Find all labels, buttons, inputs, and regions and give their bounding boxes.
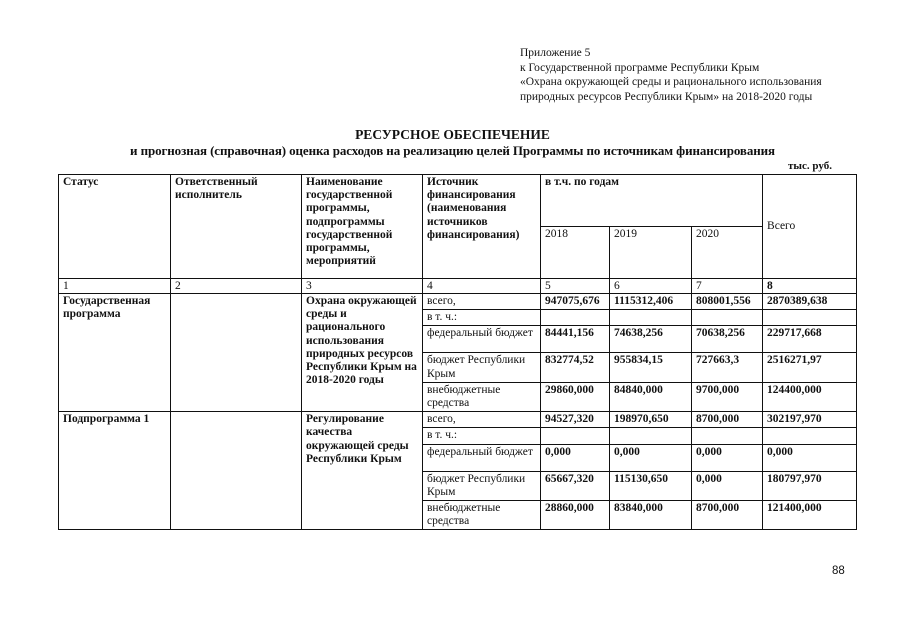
year-value-cell: 8700,000 xyxy=(692,412,763,428)
row-status: Подпрограмма 1 xyxy=(59,412,171,530)
year-value-cell xyxy=(610,310,692,326)
col-number: 8 xyxy=(763,279,857,294)
header-name: Наименование государственной программы, подпрограммы государственной программы, мероприятий xyxy=(302,175,423,279)
document-title: РЕСУРСНОЕ ОБЕСПЕЧЕНИЕ xyxy=(355,127,550,142)
year-value-cell: 83840,000 xyxy=(610,501,692,530)
document-subtitle: и прогнозная (справочная) оценка расходов на реализацию целей Программы по источникам финансирования xyxy=(130,143,775,158)
year-value-cell xyxy=(541,428,610,444)
year-value-cell: 0,000 xyxy=(692,471,763,500)
year-value-cell: 0,000 xyxy=(541,444,610,471)
resource-table xyxy=(58,174,857,530)
year-value-cell: 727663,3 xyxy=(692,353,763,382)
row-program-name: Регулирование качества окружающей среды Республики Крым xyxy=(302,412,423,530)
year-value-cell: 8700,000 xyxy=(692,501,763,530)
year-value-cell: 832774,52 xyxy=(541,353,610,382)
funding-source: бюджет Республики Крым xyxy=(423,353,541,382)
year-value-cell: 0,000 xyxy=(610,444,692,471)
appendix-line-3: «Охрана окружающей среды и рационального использования xyxy=(520,76,822,88)
header-by-years: в т.ч. по годам xyxy=(541,175,763,227)
header-source: Источник финансирования (наименования источников финансирования) xyxy=(423,175,541,279)
funding-source: всего, xyxy=(423,412,541,428)
year-value-cell: 94527,320 xyxy=(541,412,610,428)
column-numbers-row xyxy=(59,279,857,294)
row-executor xyxy=(171,412,302,530)
table-row xyxy=(59,412,857,428)
year-value-cell: 28860,000 xyxy=(541,501,610,530)
table-row xyxy=(59,294,857,310)
col-number: 4 xyxy=(423,279,541,294)
year-value-cell: 29860,000 xyxy=(541,382,610,411)
total-value-cell: 0,000 xyxy=(763,444,857,471)
header-status: Статус xyxy=(59,175,171,279)
funding-source: внебюджетные средства xyxy=(423,382,541,411)
total-value-cell: 2516271,97 xyxy=(763,353,857,382)
year-value-cell: 955834,15 xyxy=(610,353,692,382)
funding-source: бюджет Республики Крым xyxy=(423,471,541,500)
total-value-cell xyxy=(763,428,857,444)
page-number: 88 xyxy=(832,565,845,577)
total-value-cell xyxy=(763,310,857,326)
year-value-cell: 74638,256 xyxy=(610,326,692,353)
funding-source: федеральный бюджет xyxy=(423,444,541,471)
year-value-cell: 198970,650 xyxy=(610,412,692,428)
row-executor xyxy=(171,294,302,412)
year-value-cell xyxy=(692,428,763,444)
header-total: Всего xyxy=(763,175,857,279)
units-label: тыс. руб. xyxy=(788,160,832,172)
year-value-cell: 84840,000 xyxy=(610,382,692,411)
total-value-cell: 2870389,638 xyxy=(763,294,857,310)
funding-source: всего, xyxy=(423,294,541,310)
total-value-cell: 229717,668 xyxy=(763,326,857,353)
appendix-note xyxy=(520,46,822,104)
col-number: 5 xyxy=(541,279,610,294)
year-value-cell xyxy=(610,428,692,444)
total-value-cell: 180797,970 xyxy=(763,471,857,500)
row-status: Государственная программа xyxy=(59,294,171,412)
year-value-cell: 9700,000 xyxy=(692,382,763,411)
total-value-cell: 124400,000 xyxy=(763,382,857,411)
col-number: 2 xyxy=(171,279,302,294)
appendix-line-4: природных ресурсов Республики Крым» на 2018-2020 годы xyxy=(520,90,813,103)
year-value-cell: 808001,556 xyxy=(692,294,763,310)
year-value-cell: 84441,156 xyxy=(541,326,610,353)
year-value-cell: 1115312,406 xyxy=(610,294,692,310)
header-row xyxy=(59,175,857,227)
total-value-cell: 302197,970 xyxy=(763,412,857,428)
year-value-cell: 0,000 xyxy=(692,444,763,471)
funding-source: в т. ч.: xyxy=(423,428,541,444)
funding-source: федеральный бюджет xyxy=(423,326,541,353)
year-value-cell: 70638,256 xyxy=(692,326,763,353)
total-value-cell: 121400,000 xyxy=(763,501,857,530)
header-year-2020: 2020 xyxy=(692,227,763,279)
appendix-line-1: Приложение 5 xyxy=(520,47,591,59)
header-year-2019: 2019 xyxy=(610,227,692,279)
header-year-2018: 2018 xyxy=(541,227,610,279)
col-number: 6 xyxy=(610,279,692,294)
col-number: 1 xyxy=(59,279,171,294)
year-value-cell xyxy=(692,310,763,326)
col-number: 7 xyxy=(692,279,763,294)
year-value-cell: 65667,320 xyxy=(541,471,610,500)
funding-source: в т. ч.: xyxy=(423,310,541,326)
row-program-name: Охрана окружающей среды и рационального использования природных ресурсов Республики Крым на 2018-2020 годы xyxy=(302,294,423,412)
appendix-line-2: к Государственной программе Республики Крым xyxy=(520,61,760,74)
header-executor: Ответственный исполнитель xyxy=(171,175,302,279)
funding-source: внебюджетные средства xyxy=(423,501,541,530)
col-number: 3 xyxy=(302,279,423,294)
year-value-cell xyxy=(541,310,610,326)
year-value-cell: 947075,676 xyxy=(541,294,610,310)
year-value-cell: 115130,650 xyxy=(610,471,692,500)
